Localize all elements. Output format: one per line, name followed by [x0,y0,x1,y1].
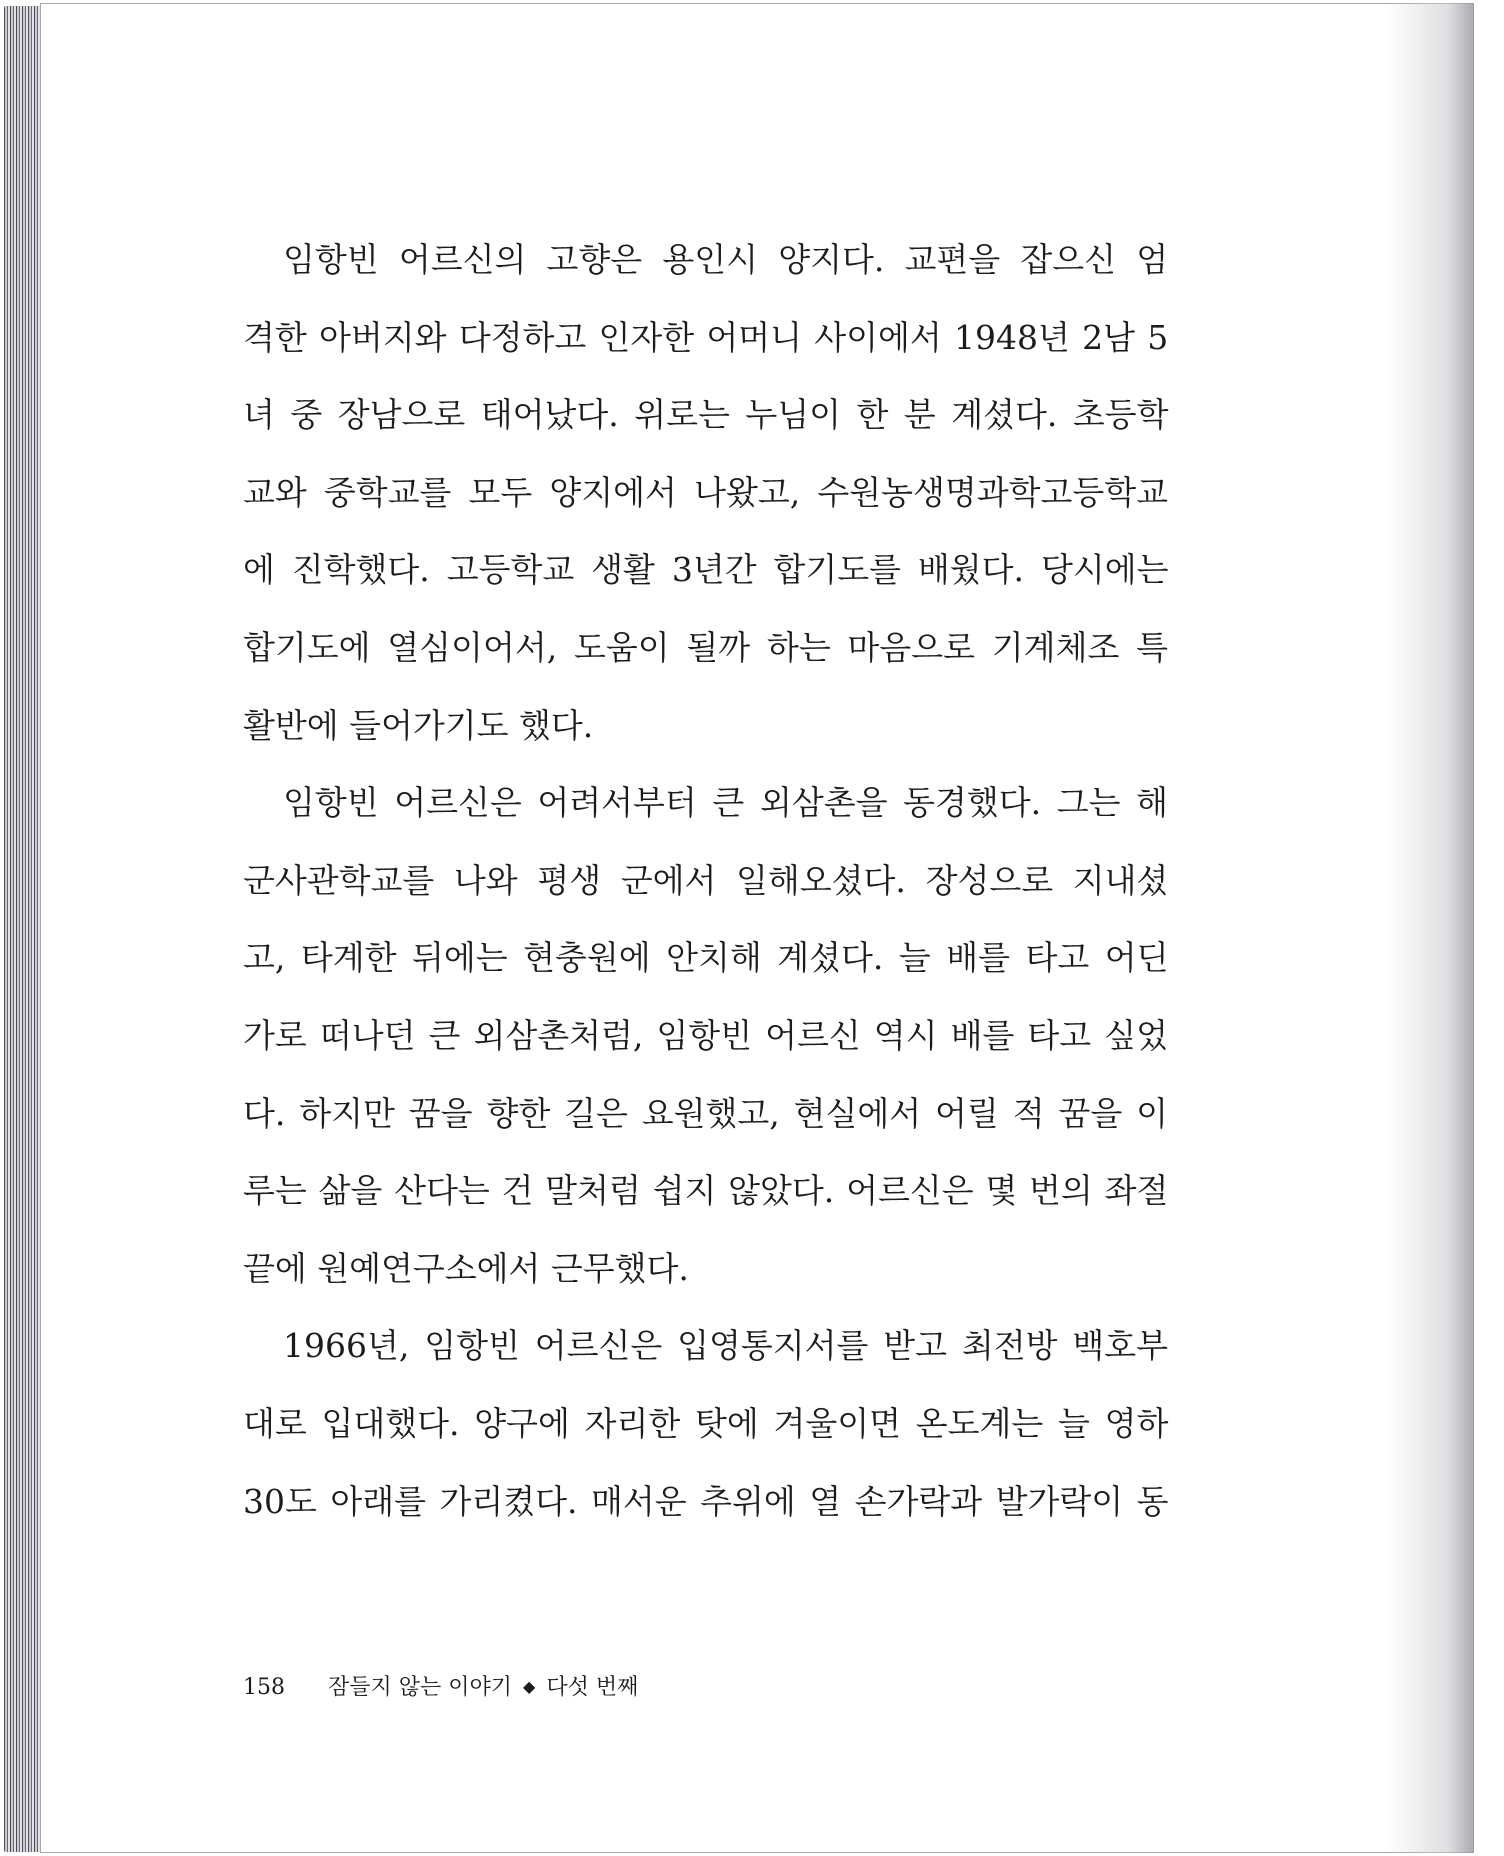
page-number: 158 [243,1675,285,1700]
paragraph-2-line-6: 루는 삶을 산다는 건 말처럼 쉽지 않았다. 어르신은 몇 번의 좌절 [243,1171,1169,1211]
paragraph-2-line-4: 가로 떠나던 큰 외삼촌처럼, 임항빈 어르신 역시 배를 타고 싶었 [243,1015,1168,1055]
paragraph-3-line-3: 30도 아래를 가리켰다. 매서운 추위에 열 손가락과 발가락이 동 [243,1481,1169,1521]
paragraph-1-line-2: 격한 아버지와 다정하고 인자한 어머니 사이에서 1948년 2남 5 [243,317,1169,357]
paragraph-1-line-3: 녀 중 장남으로 태어났다. 위로는 누님이 한 분 계셨다. 초등학 [243,395,1169,435]
paragraph-2-line-7: 끝에 원예연구소에서 근무했다. [243,1248,689,1288]
paragraph-1-line-1: 임항빈 어르신의 고향은 용인시 양지다. 교편을 잡으신 엄 [283,240,1169,279]
paragraph-1-line-6: 합기도에 열심이어서, 도움이 될까 하는 마음으로 기계체조 특 [243,627,1168,667]
paragraph-1-line-5: 에 진학했다. 고등학교 생활 3년간 합기도를 배웠다. 당시에는 [243,550,1169,590]
paragraph-3-line-2: 대로 입대했다. 양구에 자리한 탓에 겨울이면 온도계는 늘 영하 [243,1403,1169,1443]
paragraph-2-line-2: 군사관학교를 나와 평생 군에서 일해오셨다. 장성으로 지내셨 [243,860,1169,900]
paragraph-2-line-5: 다. 하지만 꿈을 향한 길은 요원했고, 현실에서 어릴 적 꿈을 이 [243,1093,1168,1133]
paragraph-1-line-4: 교와 중학교를 모두 양지에서 나왔고, 수원농생명과학고등학교 [243,472,1168,512]
diamond-separator-icon: ◆ [523,1677,536,1696]
background [1474,0,1504,1856]
section-label: 다섯 번째 [546,1675,639,1700]
body-text [243,221,1168,1540]
page-footer [243,1670,638,1701]
book-title: 잠들지 않는 이야기 [328,1675,513,1700]
paragraph-2-line-1: 임항빈 어르신은 어려서부터 큰 외삼촌을 동경했다. 그는 해 [283,783,1168,823]
paragraph-3-line-1: 1966년, 임항빈 어르신은 입영통지서를 받고 최전방 백호부 [283,1326,1168,1366]
paragraph-1-line-7: 활반에 들어가기도 했다. [243,705,594,745]
paragraph-2-line-3: 고, 타계한 뒤에는 현충원에 안치해 계셨다. 늘 배를 타고 어딘 [243,938,1169,978]
